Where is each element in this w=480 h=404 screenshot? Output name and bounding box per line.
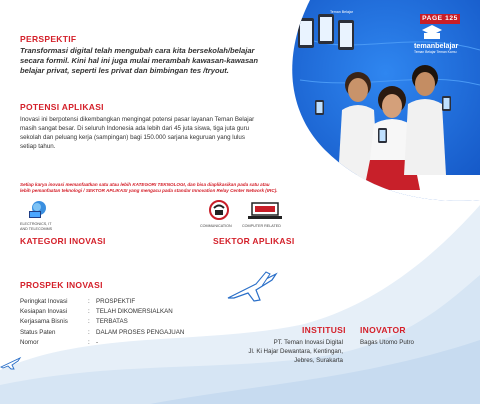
hero-photo bbox=[270, 0, 480, 210]
prospek-value: DALAM PROSES PENGAJUAN bbox=[96, 328, 185, 336]
irc-notice-line-1: Setiap karya inovasi memanfaatkan satu atau lebih KATEGORI TEKNOLOGI, dan bisa diaplikasikan pada satu atau bbox=[20, 182, 270, 187]
prospek-key: Kesiapan Inovasi bbox=[20, 307, 68, 315]
computer-icon bbox=[248, 202, 282, 220]
prospek-key: Kerjasama Bisnis bbox=[20, 318, 68, 326]
prospek-row bbox=[20, 327, 184, 337]
prospek-heading: PROSPEK INOVASI bbox=[20, 280, 103, 290]
sektor-caption-computer: COMPUTER RELATED bbox=[242, 224, 281, 228]
prospek-colon: : bbox=[88, 338, 90, 346]
airplane-icon bbox=[226, 268, 280, 304]
communication-icon bbox=[208, 199, 230, 221]
prospek-row bbox=[20, 317, 184, 327]
kategori-caption-2: AND TELECOMMS bbox=[20, 227, 53, 231]
potensi-line-3: sekolah dan peluang kerja (sampingan) bagi 150.000 sarjana keguruan yang lulus bbox=[20, 134, 245, 141]
prospek-colon: : bbox=[88, 318, 90, 326]
prospek-colon: : bbox=[88, 307, 90, 315]
electronics-it-icon bbox=[27, 200, 49, 220]
kategori-caption-1: ELECTRONICS, IT bbox=[20, 222, 52, 226]
small-airplane-icon bbox=[0, 355, 22, 371]
irc-notice-line-2: lebih pemanfaatan teknologi / SEKTOR APLIKASI yang mengacu pada standar Innovation Relay Center Network (IRC). bbox=[20, 188, 278, 193]
brand-tagline: Teman Belajar Teman Kamu bbox=[414, 50, 457, 54]
prospek-row bbox=[20, 337, 184, 347]
sektor-caption-communication: COMMUNICATION bbox=[200, 224, 232, 228]
potensi-line-2: masih sangat besar. Di seluruh Indonesia ada lebih dari 45 juta siswa, tiga juta guru bbox=[20, 125, 250, 132]
kategori-heading: KATEGORI INOVASI bbox=[20, 236, 106, 246]
prospek-row bbox=[20, 306, 184, 316]
inovator-name: Bagas Utomo Putro bbox=[360, 339, 414, 346]
prospek-key: Status Paten bbox=[20, 328, 56, 336]
prospek-colon: : bbox=[88, 297, 90, 305]
prospek-key: Peringkat Inovasi bbox=[20, 297, 68, 305]
prospek-key: Nomor bbox=[20, 338, 39, 346]
institusi-line-1: PT. Teman Inovasi Digital bbox=[273, 339, 343, 346]
app-caption: Teman Belajar bbox=[330, 10, 353, 14]
prospek-value: - bbox=[96, 338, 99, 346]
prospek-row bbox=[20, 296, 184, 306]
perspektif-heading: PERSPEKTIF bbox=[20, 34, 77, 44]
page-number-badge: PAGE 125 bbox=[420, 14, 460, 24]
institusi-heading: INSTITUSI bbox=[302, 325, 346, 335]
potensi-line-1: Inovasi ini berpotensi dikembangkan mengingat potensi pasar layanan Teman Belajar bbox=[20, 116, 255, 123]
potensi-line-4: setiap tahun. bbox=[20, 143, 56, 150]
prospek-value: PROSPEKTIF bbox=[96, 297, 136, 305]
inovator-heading: INOVATOR bbox=[360, 325, 406, 335]
institusi-line-2: Jl. Ki Hajar Dewantara, Kentingan, bbox=[248, 348, 343, 355]
sektor-heading: SEKTOR APLIKASI bbox=[213, 236, 295, 246]
potensi-heading: POTENSI APLIKASI bbox=[20, 102, 104, 112]
prospek-table bbox=[20, 296, 184, 347]
perspektif-line-3: belajar privat, seperti les privat dan bimbingan tes /tryout. bbox=[20, 66, 229, 75]
institusi-line-3: Jebres, Surakarta bbox=[294, 357, 343, 364]
prospek-colon: : bbox=[88, 328, 90, 336]
prospek-value: TERBATAS bbox=[96, 318, 128, 326]
brand-name: temanbelajar bbox=[414, 41, 459, 50]
prospek-value: TELAH DIKOMERSIALKAN bbox=[96, 307, 173, 315]
perspektif-line-1: Transformasi digital telah mengubah cara kita bersekolah/belajar bbox=[20, 46, 255, 55]
perspektif-line-2: secara formil. Kini hal ini juga mulai merambah kawasan-kawasan bbox=[20, 56, 259, 65]
